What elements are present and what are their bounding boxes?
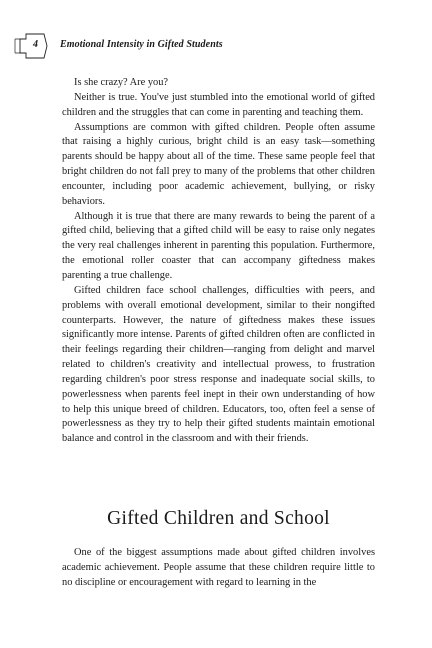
page-number: 4 bbox=[33, 39, 38, 50]
paragraph: Is she crazy? Are you? bbox=[74, 77, 169, 88]
paragraph: Neither is true. You've just stumbled into the emotional world of gifted children and the struggles that can come in parenting and teaching them. bbox=[62, 91, 375, 118]
page-number-tab-ornament bbox=[14, 33, 48, 59]
paragraph: One of the biggest assumptions made about gifted children involves academic achievement. People assume that these children require little to no discipline or encouragement with regard to learning in the bbox=[62, 547, 375, 588]
paragraph: Although it is true that there are many rewards to being the parent of a gifted child, believing that a gifted child will be easy to raise only negates the very real challenges inherent in parenting this population. Furthermore, the emotional roller coaster that can accompany giftedness makes parenting a true challenge. bbox=[62, 210, 375, 281]
section-body-text bbox=[62, 546, 375, 591]
running-header-title: Emotional Intensity in Gifted Students bbox=[60, 39, 223, 50]
paragraph: Assumptions are common with gifted children. People often assume that raising a highly curious, bright child is an easy task—something parents should be happy about all of the time. These same people feel that bright children do not fall prey to many of the problems that other children encounter, including poor academic achievement, bullying, or risky behaviors. bbox=[62, 121, 375, 207]
body-text-block bbox=[62, 76, 375, 447]
section-heading: Gifted Children and School bbox=[107, 508, 330, 529]
paragraph: Gifted children face school challenges, difficulties with peers, and problems with overall emotional development, similar to their nongifted counterparts. However, the nature of giftedness makes these issues significantly more intense. Parents of gifted children often are conflicted in their feelings regarding their children—ranging from delight and marvel related to children's creativity and intellectual prowess, to frustration regarding children's poor stress response and inadequate social skills, to powerlessness when parents feel inept in their own understanding of how to help this unique breed of children. Educators, too, often feel a sense of powerlessness as they try to help their gifted students maintain emotional balance and control in the classroom and with their friends. bbox=[62, 284, 375, 445]
